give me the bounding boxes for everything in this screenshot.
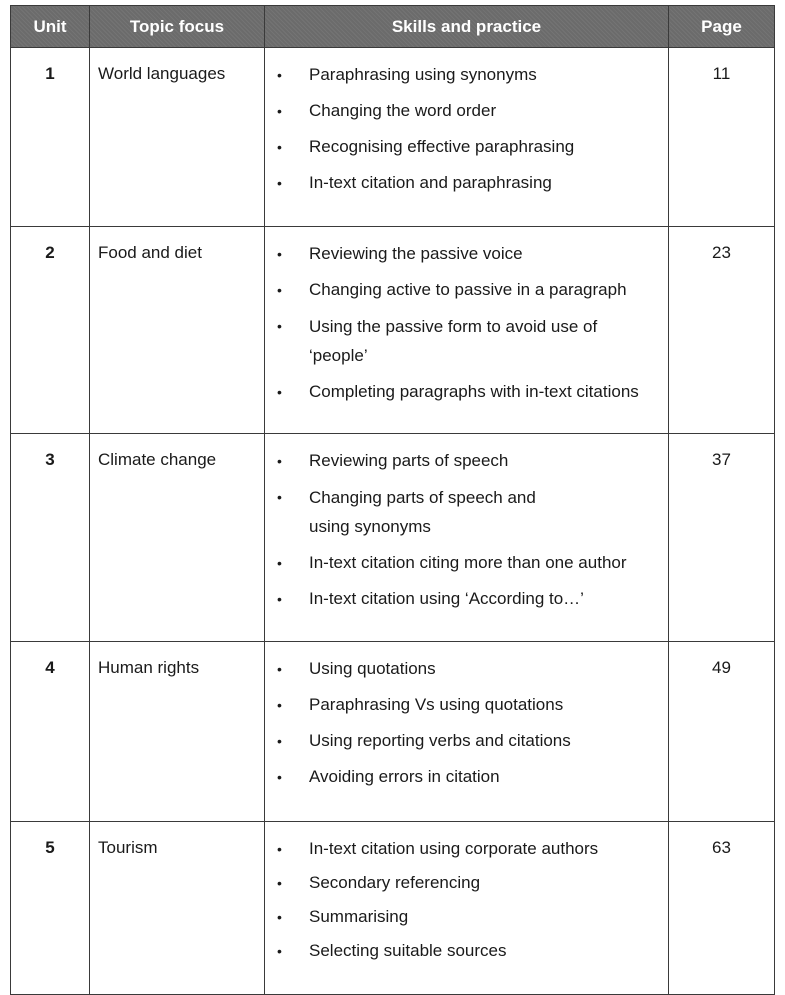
skill-text: Changing parts of speech and using synonyms [309, 488, 536, 536]
topic-focus: World languages [90, 48, 265, 227]
unit-number: 5 [11, 822, 90, 995]
header-page: Page [669, 6, 775, 48]
page-number: 23 [669, 227, 775, 434]
unit-number: 1 [11, 48, 90, 227]
unit-number: 4 [11, 642, 90, 822]
skill-item [277, 869, 662, 897]
skill-text: Reviewing parts of speech [309, 451, 509, 470]
skills-cell [265, 434, 669, 642]
bullet-icon: • [277, 909, 282, 925]
topic-focus: Human rights [90, 642, 265, 822]
skill-item [277, 169, 662, 197]
bullet-icon: • [277, 661, 282, 677]
skill-item [277, 585, 662, 613]
bullet-icon: • [277, 453, 282, 469]
skills-list [277, 655, 662, 791]
topic-focus: Climate change [90, 434, 265, 642]
page-number: 63 [669, 822, 775, 995]
unit-number: 2 [11, 227, 90, 434]
skill-item [277, 727, 662, 755]
skill-item [277, 97, 662, 125]
skill-text: Reviewing the passive voice [309, 244, 523, 263]
skill-text: Secondary referencing [309, 873, 481, 892]
skill-item [277, 483, 662, 541]
skill-item [277, 549, 662, 577]
skill-text: Summarising [309, 907, 409, 926]
table-row [11, 48, 775, 227]
table-row [11, 822, 775, 995]
skill-item [277, 378, 662, 406]
skill-item [277, 691, 662, 719]
bullet-icon: • [277, 103, 282, 119]
skill-text: Paraphrasing using synonyms [309, 65, 537, 84]
page-number: 11 [669, 48, 775, 227]
bullet-icon: • [277, 282, 282, 298]
skills-list [277, 835, 662, 965]
header-topic-focus: Topic focus [90, 6, 265, 48]
skill-item [277, 61, 662, 89]
skill-item [277, 903, 662, 931]
skill-text: Changing active to passive in a paragraph [309, 280, 627, 299]
bullet-icon: • [277, 769, 282, 785]
bullet-icon: • [277, 591, 282, 607]
bullet-icon: • [277, 175, 282, 191]
bullet-icon: • [277, 139, 282, 155]
table-row [11, 227, 775, 434]
bullet-icon: • [277, 733, 282, 749]
skills-list [277, 61, 662, 197]
bullet-icon: • [277, 246, 282, 262]
skill-item [277, 763, 662, 791]
skill-text: In-text citation using ‘According to…’ [309, 589, 584, 608]
topic-focus: Food and diet [90, 227, 265, 434]
page-number: 49 [669, 642, 775, 822]
skill-text: Using quotations [309, 659, 436, 678]
bullet-icon: • [277, 841, 282, 857]
table-body [11, 48, 775, 995]
skills-list [277, 240, 662, 406]
skill-text: Selecting suitable sources [309, 941, 507, 960]
page-number: 37 [669, 434, 775, 642]
skills-cell [265, 48, 669, 227]
bullet-icon: • [277, 697, 282, 713]
skill-item [277, 240, 662, 268]
bullet-icon: • [277, 318, 282, 334]
skill-text: In-text citation and paraphrasing [309, 173, 552, 192]
skill-item [277, 937, 662, 965]
header-skills-and-practice: Skills and practice [265, 6, 669, 48]
bullet-icon: • [277, 384, 282, 400]
table-row [11, 642, 775, 822]
skill-text: Avoiding errors in citation [309, 767, 500, 786]
skill-text: Using reporting verbs and citations [309, 731, 571, 750]
skill-text: Completing paragraphs with in-text citations [309, 382, 639, 401]
table-row [11, 434, 775, 642]
skill-item [277, 447, 662, 475]
bullet-icon: • [277, 943, 282, 959]
skill-text: In-text citation citing more than one author [309, 553, 627, 572]
skill-text: Recognising effective paraphrasing [309, 137, 575, 156]
skill-text: Changing the word order [309, 101, 497, 120]
header-row [11, 6, 775, 48]
unit-number: 3 [11, 434, 90, 642]
bullet-icon: • [277, 67, 282, 83]
skill-text: Using the passive form to avoid use of ‘people’ [309, 317, 598, 365]
skill-text: Paraphrasing Vs using quotations [309, 695, 564, 714]
bullet-icon: • [277, 489, 282, 505]
table-header [11, 6, 775, 48]
bullet-icon: • [277, 875, 282, 891]
skill-item [277, 835, 662, 863]
skill-item [277, 312, 662, 370]
skills-cell [265, 822, 669, 995]
skill-item [277, 276, 662, 304]
skill-item [277, 133, 662, 161]
contents-table [10, 5, 775, 995]
topic-focus: Tourism [90, 822, 265, 995]
header-unit: Unit [11, 6, 90, 48]
skills-cell [265, 642, 669, 822]
skills-list [277, 447, 662, 613]
skill-text: In-text citation using corporate authors [309, 839, 599, 858]
skill-item [277, 655, 662, 683]
skills-cell [265, 227, 669, 434]
bullet-icon: • [277, 555, 282, 571]
